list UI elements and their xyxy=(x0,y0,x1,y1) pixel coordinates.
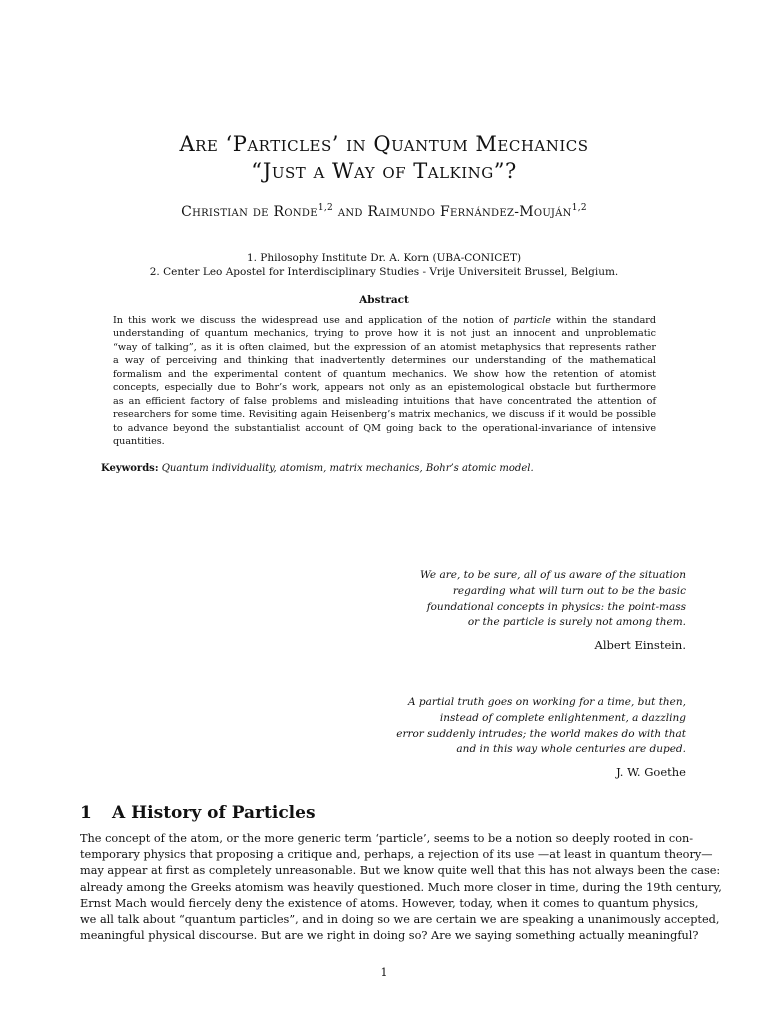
section-number: 1 xyxy=(80,803,92,823)
keywords xyxy=(101,463,534,474)
section-title: A History of Particles xyxy=(112,803,316,823)
author-name: Christian de Ronde xyxy=(181,204,318,220)
abstract-line: In this work we discuss the widespread use and application of the notion of particle within the standard xyxy=(113,315,657,326)
body-line: meaningful physical discourse. But are we right in doing so? Are we saying something actually meaningful? xyxy=(80,929,699,943)
affiliation: 2. Center Leo Apostel for Interdisciplinary Studies - Vrije Universiteit Brussel, Belgium. xyxy=(149,266,619,278)
page-number: 1 xyxy=(380,966,388,979)
epigraph-quote xyxy=(396,695,686,758)
author-list xyxy=(0,203,768,220)
section-body xyxy=(80,831,722,944)
section-heading xyxy=(80,803,316,823)
body-line: The concept of the atom, or the more generic term ‘particle’, seems to be a notion so deeply rooted in con- xyxy=(80,832,694,845)
paper-title-line-2: “Just a Way of Talking”? xyxy=(251,159,517,183)
abstract-line: as an efficient factory of false problems and misleading intuitions that have concentrated the attention of xyxy=(113,395,656,407)
epigraph-attribution: J. W. Goethe xyxy=(616,765,686,779)
epigraph-attribution: Albert Einstein. xyxy=(594,638,686,652)
epigraph-line: We are, to be sure, all of us aware of the situation xyxy=(419,569,686,581)
abstract-line: formalism and the experimental content of quantum mechanics. We show how the retention of atomist xyxy=(113,368,656,380)
author-affiliation-marker: 1,2 xyxy=(317,203,334,213)
epigraph-line: A partial truth goes on working for a time, but then, xyxy=(408,696,686,708)
abstract-line: to advance beyond the substantialist account of QM going back to the operational-invariance of intensive xyxy=(113,422,656,434)
author-affiliation-marker: 1,2 xyxy=(571,203,587,213)
epigraph-quote xyxy=(420,568,686,631)
paper-title-line-1: Are ‘Particles’ in Quantum Mechanics xyxy=(179,132,589,156)
keywords-text: Quantum individuality, atomism, matrix mechanics, Bohr’s atomic model. xyxy=(161,463,534,474)
body-line: temporary physics that proposing a critique and, perhaps, a rejection of its use —at least in quantum theory— xyxy=(80,848,713,862)
abstract-line: a way of perceiving and thinking that inadvertently determines our understanding of the mathematical xyxy=(113,355,656,367)
affiliation: 1. Philosophy Institute Dr. A. Korn (UBA-CONICET) xyxy=(246,252,522,264)
abstract-body xyxy=(113,314,656,449)
epigraph-line: or the particle is surely not among them. xyxy=(467,616,686,629)
epigraph-line: and in this way whole centuries are duped. xyxy=(456,743,686,756)
epigraph-line: error suddenly intrudes; the world makes do with that xyxy=(396,727,686,740)
abstract-line: quantities. xyxy=(113,436,165,448)
abstract-line: concepts, especially due to Bohr’s work, appears not only as an epistemological obstacle but furthermore xyxy=(113,382,656,394)
keywords-label: Keywords: xyxy=(101,463,159,474)
abstract-line: understanding of quantum mechanics, trying to prove how it is not just an innocent and unproblematic xyxy=(113,328,656,340)
epigraph-line: instead of complete enlightenment, a dazzling xyxy=(439,711,686,724)
author-conjunction: and xyxy=(337,204,363,220)
epigraph-line: foundational concepts in physics: the point-mass xyxy=(426,600,686,613)
body-line: already among the Greeks atomism was heavily questioned. Much more closer in time, during the 19th century, xyxy=(80,880,722,894)
author-name: Raimundo Fernández-Mouján xyxy=(367,204,572,220)
epigraph-line: regarding what will turn out to be the basic xyxy=(452,584,686,597)
abstract-line: “way of talking”, as it is often claimed, but the expression of an atomist metaphysics that represents rather xyxy=(113,341,656,353)
body-line: we all talk about “quantum particles”, and in doing so we are certain we are speaking a unanimously accepted, xyxy=(80,913,720,927)
abstract-line: researchers for some time. Revisiting again Heisenberg’s matrix mechanics, we discuss if it would be possible xyxy=(113,409,656,421)
abstract-heading: Abstract xyxy=(359,294,409,306)
body-line: may appear at first as completely unreasonable. But we know quite well that this has not always been the case: xyxy=(80,864,721,878)
body-line: Ernst Mach would fiercely deny the existence of atoms. However, today, when it comes to quantum physics, xyxy=(80,896,699,910)
